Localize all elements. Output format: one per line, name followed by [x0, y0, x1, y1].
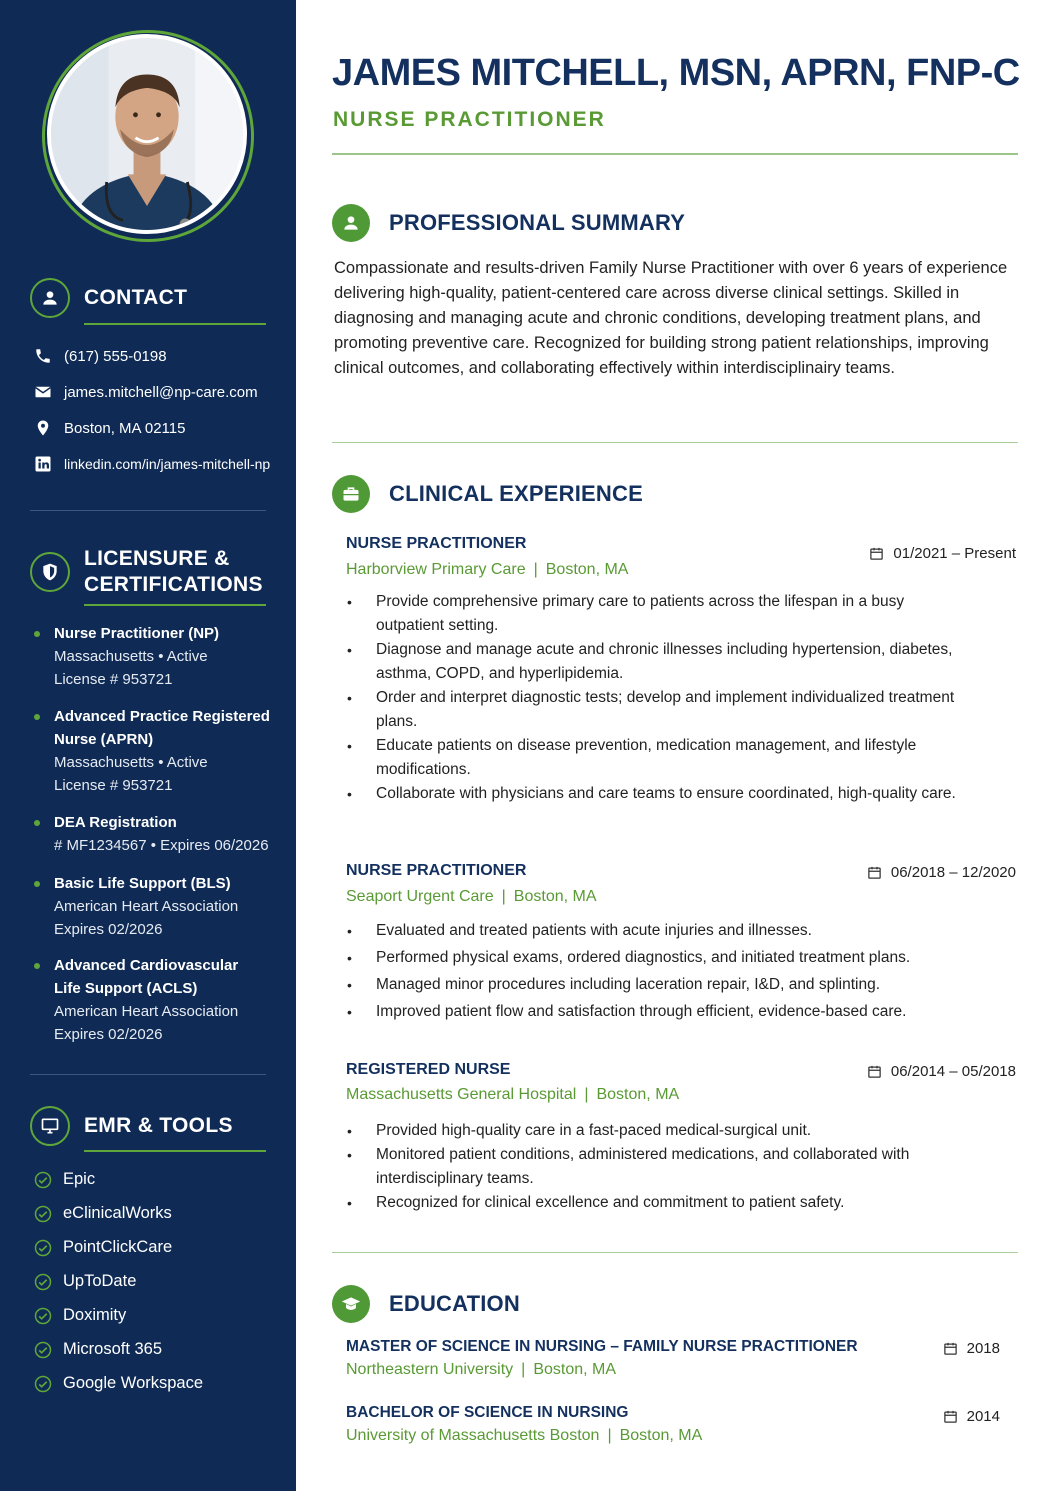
email-icon	[34, 383, 52, 401]
job-separator: |	[533, 561, 538, 578]
job-bullets	[346, 590, 956, 806]
tool-label: eClinicalWorks	[63, 1204, 172, 1222]
calendar-icon	[943, 1341, 958, 1356]
sidebar-divider	[30, 510, 266, 511]
email-text: james.mitchell@np-care.com	[64, 383, 258, 401]
contact-phone[interactable]	[34, 347, 167, 365]
cert-item	[34, 954, 270, 1046]
linkedin-text: linkedin.com/in/james-mitchell-np	[64, 456, 271, 472]
job-location: Boston, MA	[545, 561, 629, 578]
section-rule	[332, 1252, 1018, 1253]
bullet-dot	[34, 963, 40, 969]
tool-item	[34, 1306, 126, 1325]
tool-item	[34, 1340, 162, 1359]
job-dates	[867, 864, 1016, 881]
job-org	[346, 1086, 679, 1104]
cert-detail: Massachusetts • Active	[54, 648, 208, 665]
job-bullet: • Monitored patient conditions, administered medications, and collaborated with interdisciplinary teams.	[346, 1143, 946, 1191]
degree-year	[943, 1408, 1000, 1425]
degree-school: University of Massachusetts Boston	[346, 1427, 600, 1444]
degree-title: BACHELOR OF SCIENCE IN NURSING	[346, 1404, 629, 1421]
cert-name: Nurse Practitioner (NP)	[54, 625, 220, 642]
tool-label: UpToDate	[63, 1272, 137, 1290]
contact-email[interactable]	[34, 383, 258, 401]
cert-detail: Expires 02/2026	[54, 921, 163, 938]
degree-separator: |	[521, 1361, 526, 1378]
degree-school-row	[346, 1361, 616, 1379]
profile-photo	[47, 34, 247, 234]
degree-separator: |	[607, 1427, 612, 1444]
licensure-heading-line2: CERTIFICATIONS	[84, 573, 263, 596]
contact-underline	[84, 323, 266, 325]
calendar-icon	[869, 546, 884, 561]
profile-photo-image	[51, 38, 243, 230]
sidebar-divider	[30, 1074, 266, 1075]
licensure-underline	[84, 604, 266, 606]
header-rule	[332, 153, 1018, 155]
cert-detail: # MF1234567 • Expires 06/2026	[54, 837, 269, 854]
tool-item	[34, 1238, 172, 1257]
job-location: Boston, MA	[596, 1086, 680, 1103]
tool-label: Google Workspace	[63, 1374, 204, 1392]
job-bullet: • Improved patient flow and satisfaction through efficient, evidence-based care.	[346, 1000, 986, 1024]
job-employer: Harborview Primary Care	[346, 561, 526, 578]
job-bullet: • Managed minor procedures including laceration repair, I&D, and splinting.	[346, 973, 986, 997]
tool-item	[34, 1374, 203, 1393]
job-employer: Seaport Urgent Care	[346, 888, 494, 905]
linkedin-icon	[34, 455, 52, 473]
job-dates	[867, 1063, 1016, 1080]
cert-name: Advanced Practice Registered	[54, 708, 270, 725]
section-rule	[332, 442, 1018, 443]
cert-name: DEA Registration	[54, 814, 177, 831]
check-circle-icon	[34, 1307, 52, 1325]
job-bullets	[346, 919, 986, 1027]
cert-name: Advanced Cardiovascular	[54, 957, 239, 974]
tools-section	[30, 1106, 266, 1146]
job-bullet: • Provided high-quality care in a fast-paced medical-surgical unit.	[346, 1119, 946, 1143]
job-org	[346, 561, 628, 579]
cert-name: Basic Life Support (BLS)	[54, 875, 231, 892]
user-icon	[332, 204, 370, 242]
calendar-icon	[943, 1409, 958, 1424]
education-heading: EDUCATION	[389, 1291, 520, 1316]
cert-detail: Expires 02/2026	[54, 1026, 163, 1043]
check-circle-icon	[34, 1273, 52, 1291]
tools-heading: EMR & TOOLS	[84, 1114, 233, 1137]
check-circle-icon	[34, 1171, 52, 1189]
check-circle-icon	[34, 1239, 52, 1257]
job-date-range: 06/2014 – 05/2018	[890, 1063, 1016, 1080]
job-bullet: • Order and interpret diagnostic tests; develop and implement individualized treatment plans.	[346, 686, 956, 734]
job-bullet: • Educate patients on disease prevention, medication management, and lifestyle modifications.	[346, 734, 956, 782]
summary-heading-row	[332, 204, 685, 242]
cert-detail: American Heart Association	[54, 1003, 239, 1020]
job-bullet: • Provide comprehensive primary care to patients across the lifespan in a busy outpatient setting.	[346, 590, 956, 638]
cert-detail: License # 953721	[54, 777, 173, 794]
bullet-dot	[34, 820, 40, 826]
candidate-name: JAMES MITCHELL, MSN, APRN, FNP-C	[332, 52, 1020, 94]
tool-label: PointClickCare	[63, 1238, 173, 1256]
cert-item	[34, 705, 270, 797]
job-separator: |	[501, 888, 506, 905]
degree-year-text: 2018	[966, 1340, 1000, 1357]
licensure-heading-line1: LICENSURE &	[84, 547, 230, 570]
job-bullet: • Recognized for clinical excellence and commitment to patient safety.	[346, 1191, 946, 1215]
contact-linkedin[interactable]	[34, 455, 270, 473]
phone-icon	[34, 347, 52, 365]
experience-heading: CLINICAL EXPERIENCE	[389, 481, 643, 506]
licensure-section	[30, 546, 266, 598]
briefcase-icon	[332, 475, 370, 513]
bullet-dot	[34, 714, 40, 720]
job-title: NURSE PRACTITIONER	[346, 862, 527, 879]
cert-name: Nurse (APRN)	[54, 731, 154, 748]
user-icon	[30, 278, 70, 318]
job-org	[346, 888, 597, 906]
tool-label: Doximity	[63, 1306, 127, 1324]
degree-title: MASTER OF SCIENCE IN NURSING – FAMILY NURSE PRACTITIONER	[346, 1338, 858, 1355]
cert-item	[34, 622, 270, 691]
bullet-dot	[34, 881, 40, 887]
tool-label: Epic	[63, 1170, 96, 1188]
bullet-dot	[34, 631, 40, 637]
job-bullet: • Performed physical exams, ordered diagnostics, and initiated treatment plans.	[346, 946, 986, 970]
degree-school-row	[346, 1427, 702, 1445]
degree-location: Boston, MA	[619, 1427, 703, 1444]
experience-heading-row	[332, 475, 643, 513]
check-circle-icon	[34, 1205, 52, 1223]
job-date-range: 01/2021 – Present	[893, 545, 1016, 562]
shield-icon	[30, 552, 70, 592]
job-location: Boston, MA	[513, 888, 597, 905]
cert-name: Life Support (ACLS)	[54, 980, 198, 997]
main-content	[296, 0, 1055, 1491]
sidebar	[0, 0, 296, 1491]
contact-section	[30, 278, 266, 318]
summary-text: Compassionate and results-driven Family Nurse Practitioner with over 6 years of experience delivering high-quality, patient-centered care across diverse clinical settings. Skilled in diagnosing and managing acute and chronic conditions, developing treatment plans, and promoting preventive care. Recognized for building strong patient relationships, improving clinical outcomes, and collaborating effectively within interdisciplinairy teams.	[334, 259, 1008, 377]
check-circle-icon	[34, 1375, 52, 1393]
job-title: NURSE PRACTITIONER	[346, 535, 527, 552]
job-bullet: • Diagnose and manage acute and chronic illnesses including hypertension, diabetes, asthma, COPD, and hyperlipidemia.	[346, 638, 956, 686]
graduation-cap-icon	[332, 1285, 370, 1323]
degree-location: Boston, MA	[533, 1361, 617, 1378]
cert-detail: License # 953721	[54, 671, 173, 688]
calendar-icon	[867, 865, 882, 880]
job-bullet: • Collaborate with physicians and care teams to ensure coordinated, high-quality care.	[346, 782, 956, 806]
education-heading-row	[332, 1285, 520, 1323]
cert-detail: American Heart Association	[54, 898, 239, 915]
contact-heading: CONTACT	[84, 286, 188, 309]
job-dates	[869, 545, 1016, 562]
cert-item	[34, 872, 270, 941]
job-separator: |	[584, 1086, 589, 1103]
tool-item	[34, 1170, 95, 1189]
cert-detail: Massachusetts • Active	[54, 754, 208, 771]
tool-item	[34, 1204, 172, 1223]
location-pin-icon	[34, 419, 52, 437]
contact-location	[34, 419, 185, 437]
degree-year	[943, 1340, 1000, 1357]
job-date-range: 06/2018 – 12/2020	[890, 864, 1016, 881]
tool-label: Microsoft 365	[63, 1340, 163, 1358]
phone-text: (617) 555-0198	[64, 347, 167, 365]
job-bullet: • Evaluated and treated patients with acute injuries and illnesses.	[346, 919, 986, 943]
summary-heading: PROFESSIONAL SUMMARY	[389, 210, 686, 235]
tool-item	[34, 1272, 136, 1291]
job-employer: Massachusetts General Hospital	[346, 1086, 577, 1103]
monitor-icon	[30, 1106, 70, 1146]
location-text: Boston, MA 02115	[64, 419, 186, 437]
tools-underline	[84, 1150, 266, 1152]
candidate-role: NURSE PRACTITIONER	[333, 108, 606, 131]
job-bullets	[346, 1119, 946, 1215]
degree-year-text: 2014	[966, 1408, 1000, 1425]
check-circle-icon	[34, 1341, 52, 1359]
degree-school: Northeastern University	[346, 1361, 514, 1378]
calendar-icon	[867, 1064, 882, 1079]
job-title: REGISTERED NURSE	[346, 1061, 511, 1078]
cert-item	[34, 811, 270, 857]
